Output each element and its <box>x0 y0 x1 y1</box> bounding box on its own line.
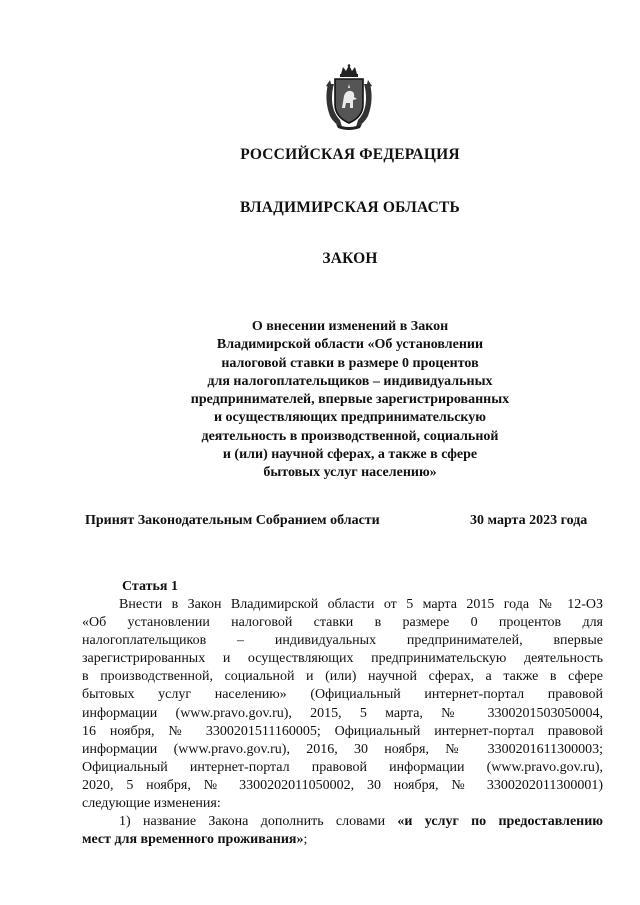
law-title-line: налоговой ставки в размере 0 процентов <box>221 355 479 371</box>
amendment-item-1-punct: ; <box>303 832 308 848</box>
body-line: 2020, 5 ноября, № 3300202011050002, 30 ноября, № 3300202011300001) <box>82 777 603 793</box>
body-line: 16 ноября, № 3300201511160005; Официальный интернет-портал правовой <box>82 723 603 739</box>
body-line: зарегистрированных и осуществляющих предпринимательскую деятельность <box>82 651 603 667</box>
adoption-date: 30 марта 2023 года <box>470 513 588 528</box>
coat-of-arms-icon <box>322 64 376 130</box>
law-title-line: Владимирской области «Об установлении <box>216 337 484 353</box>
law-title-line: и (или) научной сферах, а также в сфере <box>222 447 478 463</box>
amendment-item-1 <box>82 813 603 831</box>
body-line: Официальный интернет-портал правовой информации (www.pravo.gov.ru), <box>82 759 603 775</box>
amendment-item-1-cont <box>82 831 603 849</box>
document-type-heading: ЗАКОН <box>322 250 378 267</box>
body-line: информации (www.pravo.gov.ru), 2015, 5 марта, № 3300201503050004, <box>82 705 603 721</box>
amendment-item-1-insert: «и услуг по предоставлению <box>397 814 603 830</box>
body-line: Внести в Закон Владимирской области от 5 марта 2015 года № 12-ОЗ <box>119 597 603 612</box>
law-title-line: деятельность в производственной, социальной <box>201 428 499 444</box>
body-line: «Об установлении налоговой ставки в размере 0 процентов для <box>82 615 603 631</box>
article-heading: Статья 1 <box>122 579 178 594</box>
law-title-line: О внесении изменений в Закон <box>251 319 449 334</box>
body-line: информации (www.pravo.gov.ru), 2016, 30 ноября, № 3300201611300003; <box>82 741 603 757</box>
body-line: бытовых услуг населению» (Официальный интернет-портал правовой <box>82 687 603 703</box>
body-line: в производственной, социальной и (или) научной сферах, а также в сфере <box>82 669 603 685</box>
amendment-item-1-insert-cont: мест для временного проживания» <box>82 832 304 848</box>
law-title-line: бытовых услуг населению» <box>263 465 437 481</box>
amendment-item-1-text: 1) название Закона дополнить словами <box>119 814 398 830</box>
law-title-line: предпринимателей, впервые зарегистрированных <box>190 392 510 408</box>
law-title-line: для налогоплательщиков – индивидуальных <box>207 373 493 389</box>
country-heading: РОССИЙСКАЯ ФЕДЕРАЦИЯ <box>240 146 460 163</box>
body-line: налогоплательщиков – индивидуальных предпринимателей, впервые <box>82 633 603 649</box>
adoption-statement: Принят Законодательным Собранием области <box>85 513 380 528</box>
law-title <box>160 318 540 483</box>
article-body <box>82 596 603 849</box>
region-heading: ВЛАДИМИРСКАЯ ОБЛАСТЬ <box>240 199 460 216</box>
law-title-line: и осуществляющих предпринимательскую <box>213 410 486 426</box>
body-line: следующие изменения: <box>82 796 221 812</box>
